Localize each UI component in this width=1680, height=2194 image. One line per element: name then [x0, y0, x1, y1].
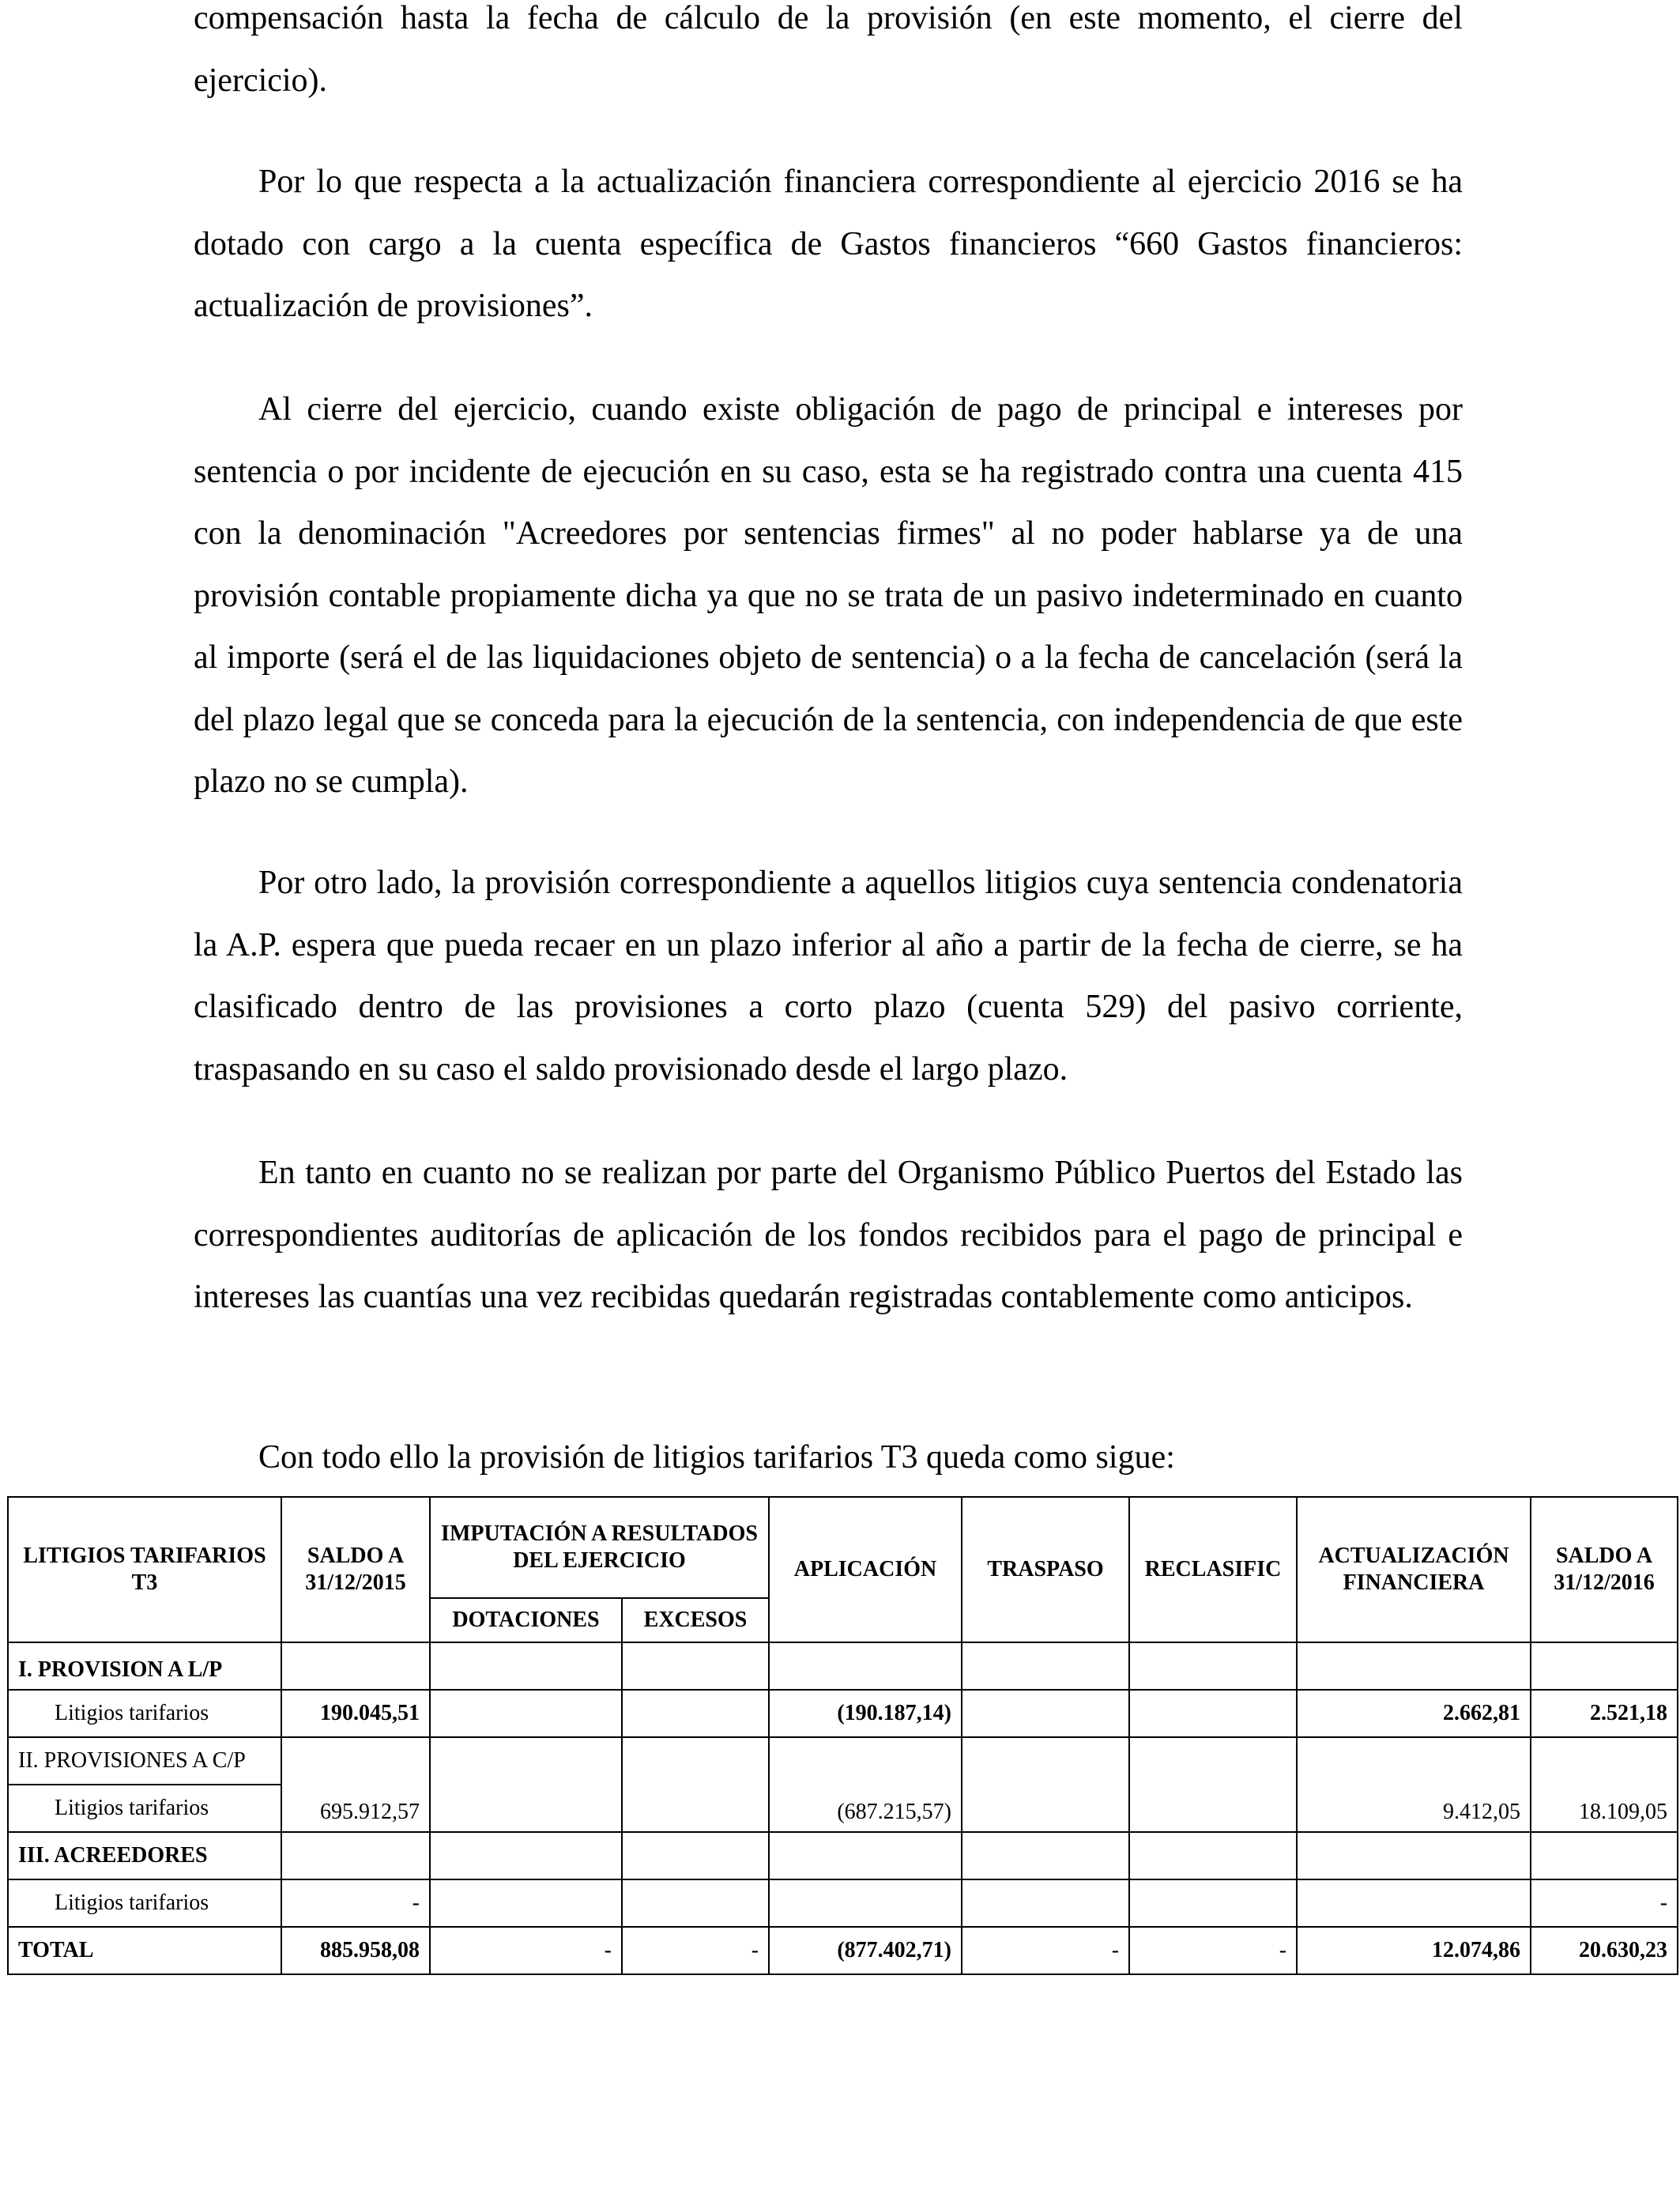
table-section-row [8, 1832, 1678, 1879]
cell-reclasific [1129, 1879, 1297, 1927]
section-title: I. PROVISION A L/P [8, 1642, 281, 1690]
table-section-row [8, 1642, 1678, 1690]
paragraph-text: compensación hasta la fecha de cálculo de la provisión (en este momento, el cierre del ejercicio). [194, 0, 1463, 99]
total-saldo-2015: 885.958,08 [281, 1927, 430, 1974]
total-traspaso: - [962, 1927, 1129, 1974]
paragraph-text: Por otro lado, la provisión correspondiente a aquellos litigios cuya sentencia condenatoria la A.P. espera que pueda recaer en un plazo inferior al año a partir de la fecha de cierre, se ha clasificado dentro de las provisiones a corto plazo (cuenta 529) del pasivo corriente, traspasando en su caso el saldo provisionado desde el largo plazo. [194, 865, 1463, 1088]
table-section-row [8, 1737, 1678, 1785]
cell-aplicacion: (687.215,57) [769, 1737, 962, 1832]
section-title: III. ACREEDORES [8, 1832, 281, 1879]
header-aplicacion: APLICACIÓN [769, 1497, 962, 1642]
table-header-row [8, 1497, 1678, 1598]
header-excesos: EXCESOS [622, 1598, 769, 1642]
total-actualizacion: 12.074,86 [1297, 1927, 1531, 1974]
cell-aplicacion [769, 1879, 962, 1927]
table-row [8, 1879, 1678, 1927]
total-reclasific: - [1129, 1927, 1297, 1974]
cell-excesos [622, 1690, 769, 1737]
header-saldo-2016: SALDO A 31/12/2016 [1531, 1497, 1678, 1642]
cell-actualizacion: 2.662,81 [1297, 1690, 1531, 1737]
header-dotaciones: DOTACIONES [430, 1598, 622, 1642]
paragraph-cierre-ejercicio [194, 379, 1463, 813]
total-label: TOTAL [8, 1927, 281, 1974]
table-total-row [8, 1927, 1678, 1974]
cell-saldo-2016: 2.521,18 [1531, 1690, 1678, 1737]
paragraph-continuation [194, 0, 1463, 111]
cell-reclasific [1129, 1737, 1297, 1832]
total-dotaciones: - [430, 1927, 622, 1974]
paragraph-text: Al cierre del ejercicio, cuando existe obligación de pago de principal e intereses por sentencia o por incidente de ejecución en su caso, esta se ha registrado contra una cuenta 415 con la denominación "Acreedores por sentencias firmes" al no poder hablarse ya de una provisión contable propiamente dicha ya que no se trata de un pasivo indeterminado en cuanto al importe (será el de las liquidaciones objeto de sentencia) o a la fecha de cancelación (será la del plazo legal que se conceda para la ejecución de la sentencia, con independencia de que este plazo no se cumpla). [194, 391, 1463, 800]
cell-reclasific [1129, 1690, 1297, 1737]
cell-saldo-2015: - [281, 1879, 430, 1927]
cell-saldo-2015: 190.045,51 [281, 1690, 430, 1737]
table-row [8, 1690, 1678, 1737]
cell-actualizacion: 9.412,05 [1297, 1737, 1531, 1832]
cell-saldo-2016: - [1531, 1879, 1678, 1927]
cell-traspaso [962, 1879, 1129, 1927]
cell-saldo-2015: 695.912,57 [281, 1737, 430, 1832]
cell-dotaciones [430, 1737, 622, 1832]
paragraph-text: En tanto en cuanto no se realizan por parte del Organismo Público Puertos del Estado las correspondientes auditorías de aplicación de los fondos recibidos para el pago de principal e intereses las cuantías una vez recibidas quedarán registradas contablemente como anticipos. [194, 1155, 1463, 1315]
cell-actualizacion [1297, 1879, 1531, 1927]
header-saldo-2015: SALDO A 31/12/2015 [281, 1497, 430, 1642]
header-actualizacion: ACTUALIZACIÓN FINANCIERA [1297, 1497, 1531, 1642]
cell-aplicacion: (190.187,14) [769, 1690, 962, 1737]
cell-excesos [622, 1879, 769, 1927]
total-saldo-2016: 20.630,23 [1531, 1927, 1678, 1974]
paragraph-table-intro [194, 1427, 1463, 1489]
cell-saldo-2016: 18.109,05 [1531, 1737, 1678, 1832]
paragraph-corto-plazo [194, 852, 1463, 1100]
section-title: II. PROVISIONES A C/P [8, 1737, 281, 1785]
row-label: Litigios tarifarios [8, 1690, 281, 1737]
paragraph-anticipos [194, 1142, 1463, 1329]
cell-traspaso [962, 1690, 1129, 1737]
row-label: Litigios tarifarios [8, 1785, 281, 1832]
paragraph-actualizacion [194, 151, 1463, 337]
row-label: Litigios tarifarios [8, 1879, 281, 1927]
cell-excesos [622, 1737, 769, 1832]
header-litigios: LITIGIOS TARIFARIOS T3 [8, 1497, 281, 1642]
cell-dotaciones [430, 1879, 622, 1927]
provision-table [7, 1496, 1678, 1975]
header-imputacion: IMPUTACIÓN A RESULTADOS DEL EJERCICIO [430, 1497, 769, 1598]
paragraph-text: Con todo ello la provisión de litigios tarifarios T3 queda como sigue: [258, 1439, 1175, 1476]
total-aplicacion: (877.402,71) [769, 1927, 962, 1974]
cell-traspaso [962, 1737, 1129, 1832]
header-reclasific: RECLASIFIC [1129, 1497, 1297, 1642]
cell-dotaciones [430, 1690, 622, 1737]
paragraph-text: Por lo que respecta a la actualización financiera correspondiente al ejercicio 2016 se ha dotado con cargo a la cuenta específica de Gastos financieros “660 Gastos financieros: actualización de provisiones”. [194, 164, 1463, 324]
total-excesos: - [622, 1927, 769, 1974]
header-traspaso: TRASPASO [962, 1497, 1129, 1642]
